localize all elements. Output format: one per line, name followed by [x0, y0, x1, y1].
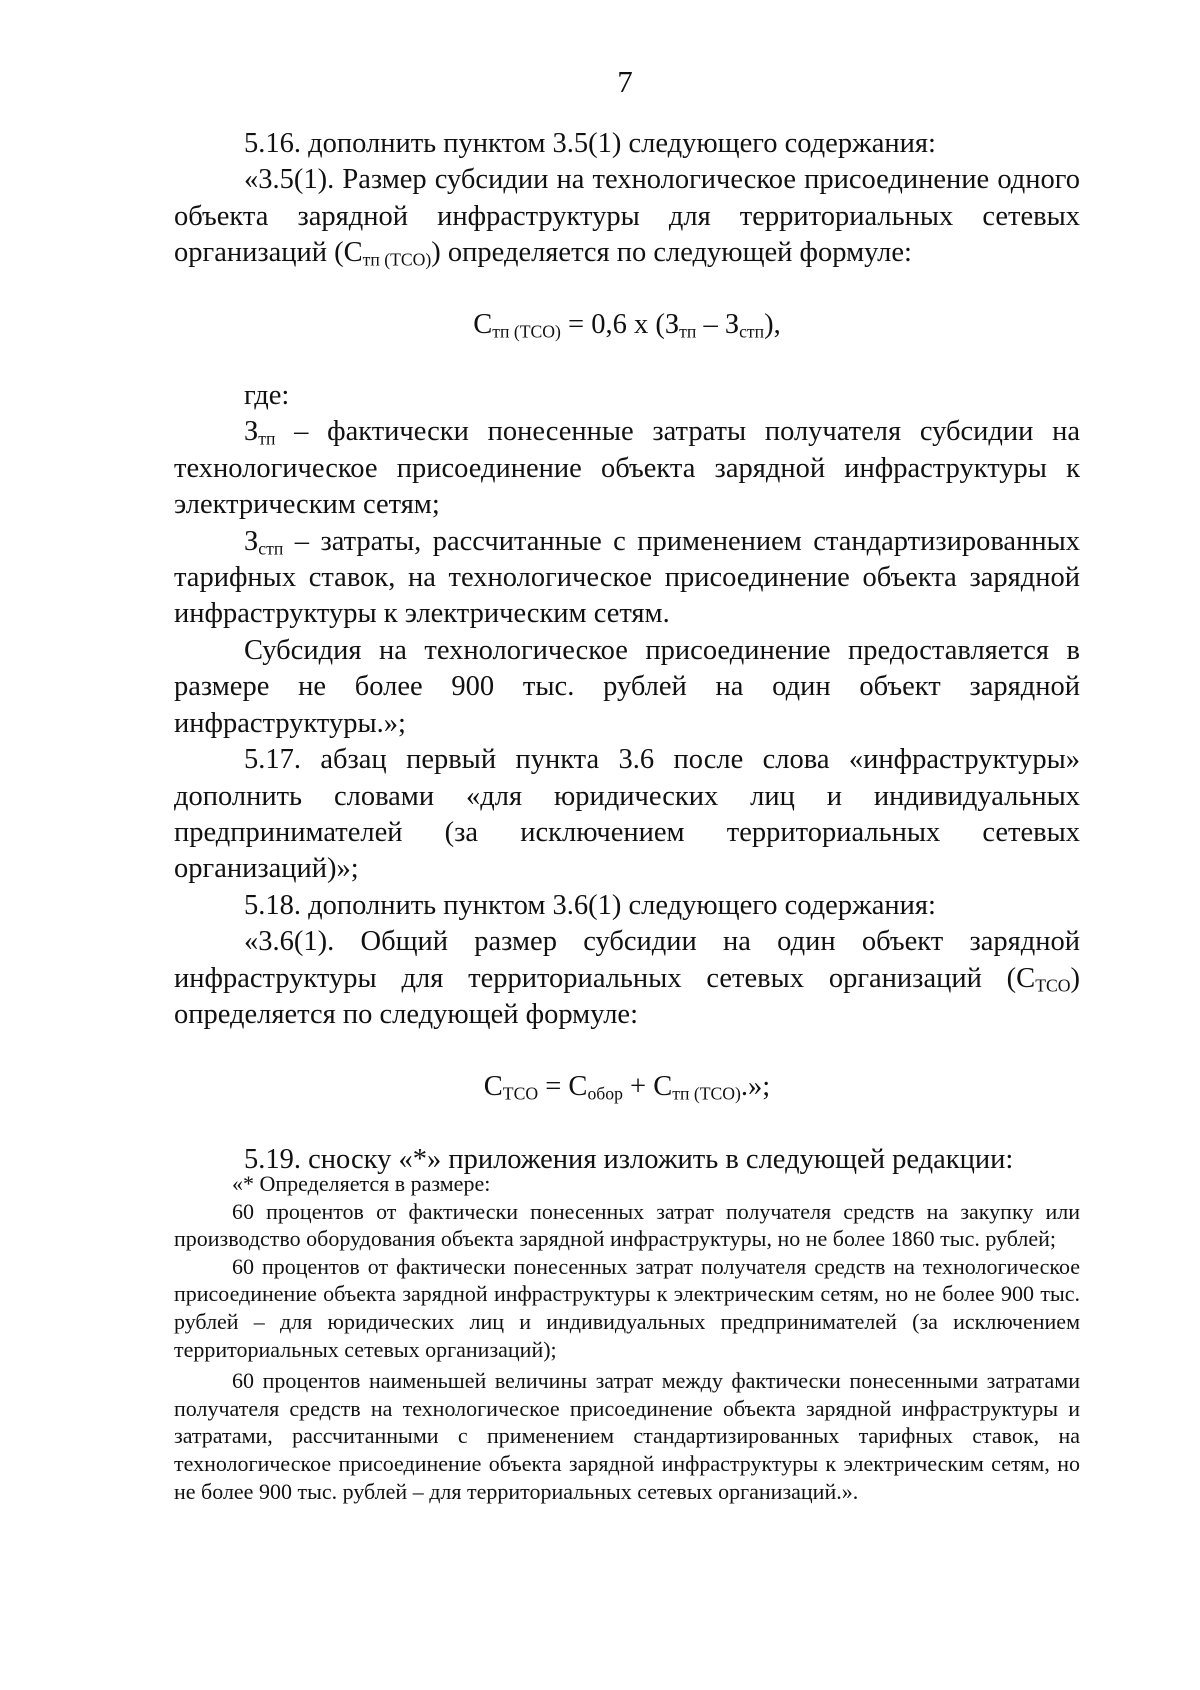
paragraph-5-18: 5.18. дополнить пунктом 3.6(1) следующего содержания: [244, 889, 936, 921]
definition-z-tp [174, 414, 1080, 523]
page-number: 7 [617, 64, 633, 99]
formula-c-tp-tso [174, 307, 1080, 343]
formula1-lhs-sub: тп (ТСО) [492, 321, 561, 342]
subscript-tp-tso: тп (ТСО) [362, 249, 432, 270]
where-label: где: [244, 380, 290, 412]
formula2-tail: .»; [740, 1071, 771, 1103]
z-tp-symbol: З [244, 416, 259, 448]
formula1-mid-sub: тп [679, 321, 697, 342]
paragraph-3-5-1-tail: ) определяется по следующей формуле: [431, 237, 912, 269]
z-stp-symbol: З [244, 525, 259, 557]
subsidy-limit-paragraph: Субсидия на технологическое присоединение предоставляется в размере не более 900 тыс. рублей на один объект зарядной инфраструктуры.»; [174, 634, 1080, 739]
formula2-lhs-sub: ТСО [502, 1083, 539, 1104]
paragraph-3-6-1-tail: ) определяется по следующей формуле: [174, 962, 1080, 1030]
z-stp-text: – затраты, рассчитанные с применением стандартизированных тарифных ставок, на технологическое присоединение объекта зарядной инфраструктуры к электрическим сетям. [174, 525, 1080, 630]
paragraph-3-6-1-text: «3.6(1). Общий размер субсидии на один объект зарядной инфраструктуры для территориальных сетевых организаций (С [174, 926, 1080, 994]
subscript-tso: ТСО [1035, 974, 1071, 995]
footnote-intro: «* Определяется в размере: [232, 1171, 491, 1196]
paragraph-3-6-1 [174, 924, 1080, 1033]
formula1-tail: ), [764, 308, 781, 340]
formula1-lhs: С [473, 308, 493, 340]
footnote-item-3: 60 процентов наименьшей величины затрат между фактически понесенными затратами получателя средств на технологическое присоединение объекта зарядной инфраструктуры и затратами, рассчитанными с применением стандартизированных тарифных ставок, на технологическое присоединение объекта зарядной инфраструктуры к электрическим сетям, но не более 900 тыс. рублей – для территориальных сетевых организаций.». [174, 1368, 1080, 1504]
formula1-minus: – З [696, 308, 740, 340]
paragraph-3-5-1 [174, 162, 1080, 271]
formula2-mid: = С [538, 1071, 588, 1103]
formula1-minus-sub: стп [739, 321, 765, 342]
footnote-item-1: 60 процентов от фактически понесенных затрат получателя средств на закупку или производство оборудования объекта зарядной инфраструктуры, но не более 1860 тыс. рублей; [174, 1198, 1080, 1252]
z-tp-subscript: тп [258, 428, 276, 449]
footnote-block [174, 1170, 1080, 1505]
document-body [174, 126, 1080, 1178]
paragraph-3-5-1-text: «3.5(1). Размер субсидии на технологическое присоединение одного объекта зарядной инфраструктуры для территориальных сетевых организаций (С [174, 164, 1080, 269]
footnote-item-2: 60 процентов от фактически понесенных затрат получателя средств на технологическое присоединение объекта зарядной инфраструктуры к электрическим сетям, но не более 900 тыс. рублей – для юридических лиц и индивидуальных предпринимателей (за исключением территориальных сетевых организаций); [174, 1253, 1080, 1362]
formula2-plus: + С [622, 1071, 673, 1103]
formula1-mid: = 0,6 х (З [560, 308, 680, 340]
formula2-lhs: С [483, 1071, 503, 1103]
formula2-mid-sub: обор [587, 1083, 623, 1104]
z-tp-text: – фактически понесенные затраты получателя субсидии на технологическое присоединение объекта зарядной инфраструктуры к электрическим сетям; [174, 416, 1080, 521]
definition-z-stp [174, 524, 1080, 633]
z-stp-subscript: стп [258, 538, 284, 559]
paragraph-5-19: 5.19. сноску «*» приложения изложить в следующей редакции: [244, 1143, 1014, 1175]
paragraph-5-16: 5.16. дополнить пунктом 3.5(1) следующего содержания: [244, 128, 936, 159]
paragraph-5-17: 5.17. абзац первый пункта 3.6 после слова «инфраструктуры» дополнить словами «для юридических лиц и индивидуальных предпринимателей (за исключением территориальных сетевых организаций)»; [174, 744, 1080, 885]
formula2-plus-sub: тп (ТСО) [672, 1083, 741, 1104]
formula-c-tso [174, 1069, 1080, 1105]
